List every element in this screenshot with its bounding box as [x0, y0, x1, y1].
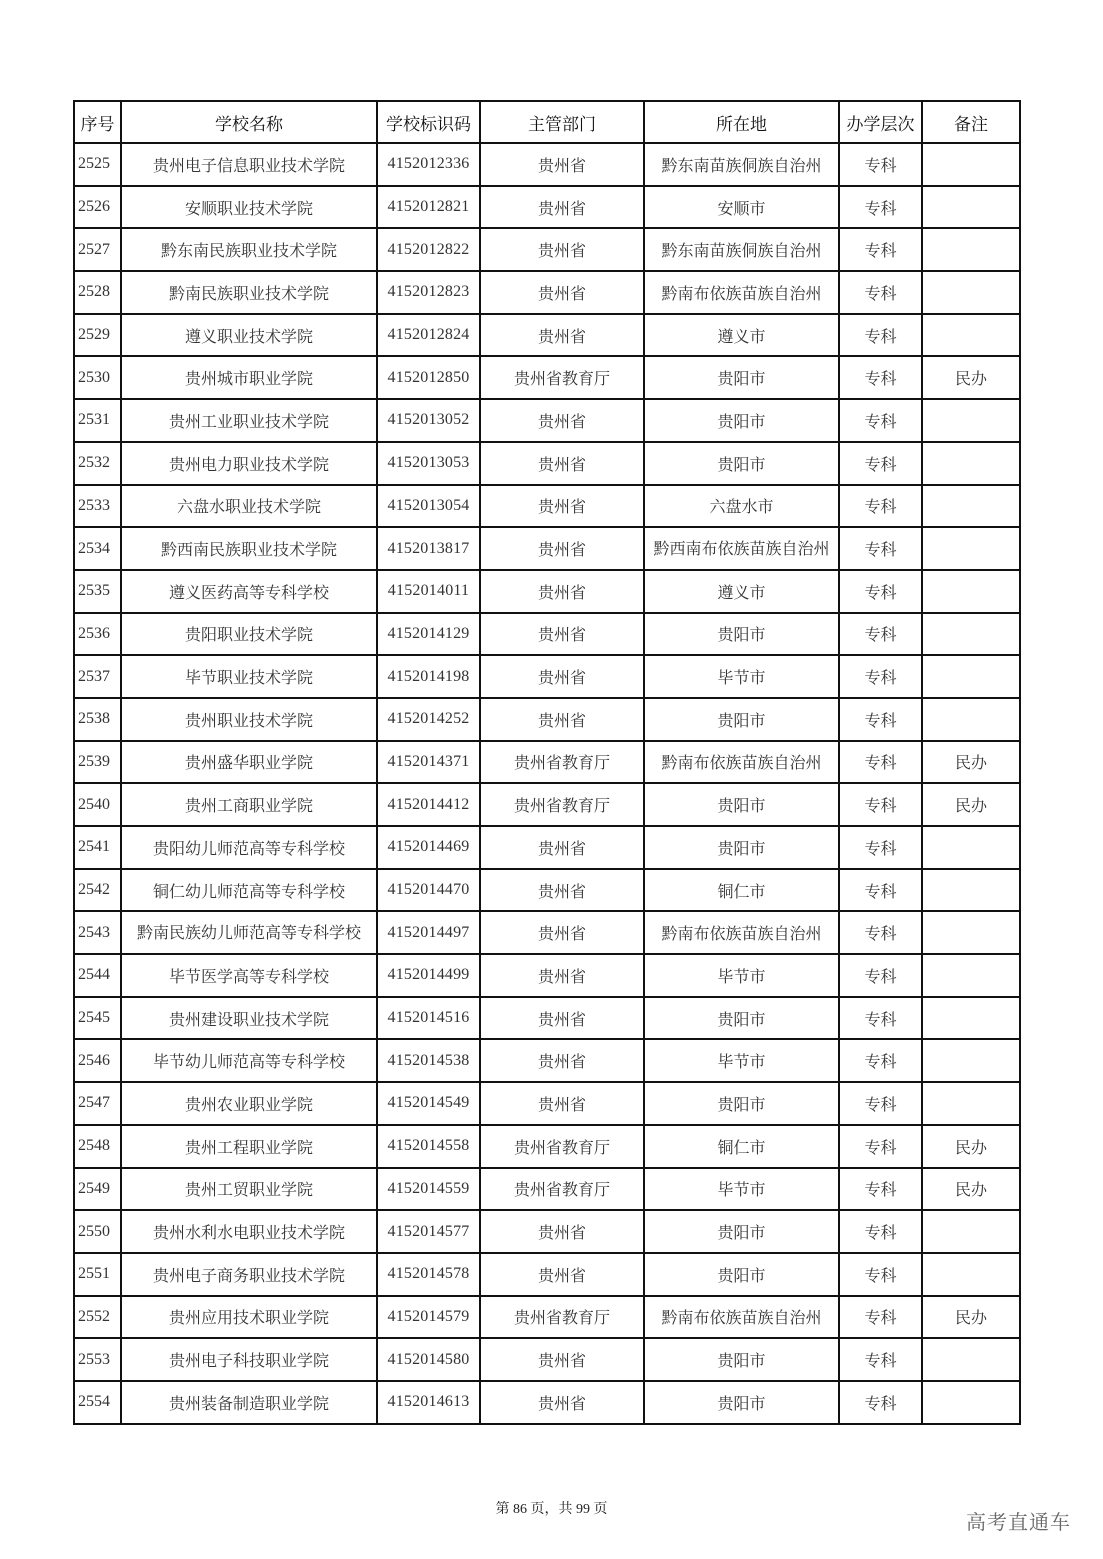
watermark-text: 高考直通车	[966, 1510, 1071, 1534]
cell-note	[922, 1338, 1020, 1381]
table-row	[74, 698, 1020, 741]
cell-index: 2551	[74, 1253, 121, 1296]
cell-location: 毕节市	[644, 1168, 839, 1211]
cell-location: 遵义市	[644, 314, 839, 357]
cell-index: 2548	[74, 1125, 121, 1168]
cell-index: 2554	[74, 1381, 121, 1424]
cell-location: 黔西南布依族苗族自治州	[644, 527, 839, 570]
cell-school-name: 黔东南民族职业技术学院	[121, 228, 377, 271]
cell-level: 专科	[839, 655, 922, 698]
cell-school-code: 4152012823	[377, 271, 480, 314]
cell-department: 贵州省	[480, 1381, 644, 1424]
cell-department: 贵州省	[480, 442, 644, 485]
cell-school-name: 安顺职业技术学院	[121, 186, 377, 229]
cell-school-code: 4152014499	[377, 954, 480, 997]
cell-location: 黔东南苗族侗族自治州	[644, 143, 839, 186]
table-row	[74, 527, 1020, 570]
cell-level: 专科	[839, 826, 922, 869]
cell-note: 民办	[922, 1125, 1020, 1168]
cell-location: 黔南布依族苗族自治州	[644, 741, 839, 784]
cell-index: 2549	[74, 1168, 121, 1211]
cell-note: 民办	[922, 783, 1020, 826]
table-row	[74, 954, 1020, 997]
header-department: 主管部门	[480, 101, 644, 143]
cell-location: 贵阳市	[644, 399, 839, 442]
cell-note: 民办	[922, 741, 1020, 784]
cell-school-code: 4152014580	[377, 1338, 480, 1381]
cell-location: 毕节市	[644, 1039, 839, 1082]
cell-school-code: 4152014252	[377, 698, 480, 741]
cell-index: 2542	[74, 869, 121, 912]
cell-index: 2525	[74, 143, 121, 186]
cell-department: 贵州省	[480, 613, 644, 656]
cell-location: 黔东南苗族侗族自治州	[644, 228, 839, 271]
table-row	[74, 186, 1020, 229]
cell-note	[922, 485, 1020, 528]
cell-school-code: 4152013053	[377, 442, 480, 485]
cell-index: 2539	[74, 741, 121, 784]
cell-school-name: 贵州职业技术学院	[121, 698, 377, 741]
cell-index: 2546	[74, 1039, 121, 1082]
cell-level: 专科	[839, 1082, 922, 1125]
cell-level: 专科	[839, 954, 922, 997]
cell-note	[922, 954, 1020, 997]
cell-school-code: 4152013054	[377, 485, 480, 528]
cell-school-code: 4152012850	[377, 356, 480, 399]
cell-index: 2528	[74, 271, 121, 314]
cell-note	[922, 1082, 1020, 1125]
table-row	[74, 442, 1020, 485]
cell-location: 安顺市	[644, 186, 839, 229]
cell-school-code: 4152014371	[377, 741, 480, 784]
cell-department: 贵州省	[480, 698, 644, 741]
table-row	[74, 228, 1020, 271]
cell-level: 专科	[839, 911, 922, 954]
cell-school-name: 毕节职业技术学院	[121, 655, 377, 698]
cell-level: 专科	[839, 186, 922, 229]
table-row	[74, 1039, 1020, 1082]
cell-school-code: 4152014578	[377, 1253, 480, 1296]
table-row	[74, 826, 1020, 869]
header-level: 办学层次	[839, 101, 922, 143]
cell-location: 黔南布依族苗族自治州	[644, 271, 839, 314]
header-location: 所在地	[644, 101, 839, 143]
cell-level: 专科	[839, 314, 922, 357]
cell-department: 贵州省	[480, 399, 644, 442]
cell-level: 专科	[839, 399, 922, 442]
cell-index: 2533	[74, 485, 121, 528]
cell-note	[922, 314, 1020, 357]
cell-department: 贵州省	[480, 826, 644, 869]
cell-department: 贵州省	[480, 228, 644, 271]
cell-school-name: 黔南民族职业技术学院	[121, 271, 377, 314]
cell-school-name: 铜仁幼儿师范高等专科学校	[121, 869, 377, 912]
cell-location: 贵阳市	[644, 997, 839, 1040]
cell-school-code: 4152013817	[377, 527, 480, 570]
cell-school-code: 4152012824	[377, 314, 480, 357]
cell-school-name: 毕节幼儿师范高等专科学校	[121, 1039, 377, 1082]
cell-index: 2552	[74, 1296, 121, 1339]
cell-department: 贵州省	[480, 1338, 644, 1381]
cell-school-code: 4152014538	[377, 1039, 480, 1082]
cell-school-code: 4152012336	[377, 143, 480, 186]
table-row	[74, 399, 1020, 442]
cell-index: 2538	[74, 698, 121, 741]
cell-note	[922, 1381, 1020, 1424]
cell-level: 专科	[839, 783, 922, 826]
table-row	[74, 1338, 1020, 1381]
cell-index: 2527	[74, 228, 121, 271]
cell-school-code: 4152012821	[377, 186, 480, 229]
table-row	[74, 314, 1020, 357]
cell-note	[922, 399, 1020, 442]
cell-location: 铜仁市	[644, 1125, 839, 1168]
cell-school-name: 黔西南民族职业技术学院	[121, 527, 377, 570]
header-school-code: 学校标识码	[377, 101, 480, 143]
cell-note	[922, 997, 1020, 1040]
cell-school-code: 4152013052	[377, 399, 480, 442]
cell-department: 贵州省	[480, 869, 644, 912]
cell-index: 2532	[74, 442, 121, 485]
cell-level: 专科	[839, 1210, 922, 1253]
cell-note	[922, 1253, 1020, 1296]
cell-department: 贵州省教育厅	[480, 1296, 644, 1339]
cell-note: 民办	[922, 356, 1020, 399]
table-body	[74, 143, 1020, 1424]
cell-note	[922, 698, 1020, 741]
cell-index: 2543	[74, 911, 121, 954]
cell-school-code: 4152014559	[377, 1168, 480, 1211]
cell-note	[922, 442, 1020, 485]
cell-department: 贵州省	[480, 1082, 644, 1125]
cell-location: 六盘水市	[644, 485, 839, 528]
cell-department: 贵州省教育厅	[480, 1125, 644, 1168]
table-row	[74, 997, 1020, 1040]
table-row	[74, 911, 1020, 954]
cell-school-name: 贵州工商职业学院	[121, 783, 377, 826]
table-row	[74, 1210, 1020, 1253]
table-row	[74, 356, 1020, 399]
cell-note	[922, 186, 1020, 229]
cell-school-name: 贵州电子商务职业技术学院	[121, 1253, 377, 1296]
cell-note	[922, 570, 1020, 613]
cell-school-name: 贵阳职业技术学院	[121, 613, 377, 656]
cell-index: 2531	[74, 399, 121, 442]
cell-level: 专科	[839, 143, 922, 186]
header-note: 备注	[922, 101, 1020, 143]
table-row	[74, 869, 1020, 912]
cell-note	[922, 527, 1020, 570]
cell-location: 贵阳市	[644, 783, 839, 826]
school-list-table	[73, 100, 1021, 1425]
table-row	[74, 1125, 1020, 1168]
cell-level: 专科	[839, 527, 922, 570]
cell-level: 专科	[839, 356, 922, 399]
table-row	[74, 1381, 1020, 1424]
cell-level: 专科	[839, 698, 922, 741]
cell-location: 贵阳市	[644, 698, 839, 741]
cell-index: 2553	[74, 1338, 121, 1381]
cell-location: 贵阳市	[644, 442, 839, 485]
cell-department: 贵州省	[480, 527, 644, 570]
cell-department: 贵州省	[480, 655, 644, 698]
cell-school-code: 4152014549	[377, 1082, 480, 1125]
cell-location: 毕节市	[644, 954, 839, 997]
cell-note	[922, 1210, 1020, 1253]
table-row	[74, 783, 1020, 826]
cell-school-name: 贵州应用技术职业学院	[121, 1296, 377, 1339]
cell-index: 2526	[74, 186, 121, 229]
cell-index: 2530	[74, 356, 121, 399]
cell-index: 2545	[74, 997, 121, 1040]
cell-location: 遵义市	[644, 570, 839, 613]
cell-department: 贵州省	[480, 1039, 644, 1082]
table-header-row	[74, 101, 1020, 143]
cell-school-name: 毕节医学高等专科学校	[121, 954, 377, 997]
cell-level: 专科	[839, 1296, 922, 1339]
cell-school-name: 黔南民族幼儿师范高等专科学校	[121, 911, 377, 954]
cell-level: 专科	[839, 1039, 922, 1082]
cell-school-name: 遵义医药高等专科学校	[121, 570, 377, 613]
cell-location: 黔南布依族苗族自治州	[644, 911, 839, 954]
cell-school-code: 4152014129	[377, 613, 480, 656]
cell-school-name: 六盘水职业技术学院	[121, 485, 377, 528]
cell-index: 2547	[74, 1082, 121, 1125]
cell-location: 黔南布依族苗族自治州	[644, 1296, 839, 1339]
cell-location: 贵阳市	[644, 826, 839, 869]
cell-school-code: 4152014516	[377, 997, 480, 1040]
cell-school-code: 4152014470	[377, 869, 480, 912]
cell-location: 贵阳市	[644, 1210, 839, 1253]
cell-school-code: 4152014577	[377, 1210, 480, 1253]
cell-school-name: 贵州水利水电职业技术学院	[121, 1210, 377, 1253]
cell-location: 贵阳市	[644, 1253, 839, 1296]
cell-school-name: 贵州盛华职业学院	[121, 741, 377, 784]
cell-department: 贵州省	[480, 997, 644, 1040]
cell-index: 2534	[74, 527, 121, 570]
cell-note	[922, 613, 1020, 656]
table-row	[74, 570, 1020, 613]
cell-index: 2550	[74, 1210, 121, 1253]
page-number: 第 86 页，共 99 页	[495, 1502, 608, 1517]
cell-school-name: 贵阳幼儿师范高等专科学校	[121, 826, 377, 869]
cell-school-name: 贵州装备制造职业学院	[121, 1381, 377, 1424]
cell-level: 专科	[839, 228, 922, 271]
cell-school-name: 贵州工贸职业学院	[121, 1168, 377, 1211]
cell-note	[922, 271, 1020, 314]
cell-department: 贵州省	[480, 186, 644, 229]
cell-index: 2537	[74, 655, 121, 698]
cell-index: 2544	[74, 954, 121, 997]
cell-index: 2536	[74, 613, 121, 656]
cell-school-name: 贵州电子信息职业技术学院	[121, 143, 377, 186]
cell-school-name: 贵州工业职业技术学院	[121, 399, 377, 442]
cell-school-code: 4152014497	[377, 911, 480, 954]
cell-school-code: 4152012822	[377, 228, 480, 271]
cell-location: 贵阳市	[644, 1381, 839, 1424]
cell-note: 民办	[922, 1296, 1020, 1339]
cell-location: 贵阳市	[644, 1338, 839, 1381]
cell-school-name: 贵州城市职业学院	[121, 356, 377, 399]
cell-location: 铜仁市	[644, 869, 839, 912]
cell-school-name: 贵州电力职业技术学院	[121, 442, 377, 485]
table-row	[74, 1253, 1020, 1296]
cell-school-code: 4152014011	[377, 570, 480, 613]
cell-note	[922, 143, 1020, 186]
cell-school-code: 4152014412	[377, 783, 480, 826]
cell-index: 2529	[74, 314, 121, 357]
cell-department: 贵州省	[480, 1210, 644, 1253]
cell-note	[922, 1039, 1020, 1082]
header-school-name: 学校名称	[121, 101, 377, 143]
header-index: 序号	[74, 101, 121, 143]
cell-department: 贵州省	[480, 570, 644, 613]
cell-index: 2541	[74, 826, 121, 869]
cell-level: 专科	[839, 1338, 922, 1381]
cell-note	[922, 826, 1020, 869]
cell-level: 专科	[839, 1168, 922, 1211]
cell-location: 贵阳市	[644, 356, 839, 399]
cell-level: 专科	[839, 1253, 922, 1296]
cell-department: 贵州省教育厅	[480, 1168, 644, 1211]
cell-level: 专科	[839, 442, 922, 485]
cell-school-name: 贵州工程职业学院	[121, 1125, 377, 1168]
cell-level: 专科	[839, 1381, 922, 1424]
cell-department: 贵州省	[480, 954, 644, 997]
cell-note	[922, 228, 1020, 271]
cell-school-code: 4152014198	[377, 655, 480, 698]
table-row	[74, 485, 1020, 528]
cell-school-name: 贵州农业职业学院	[121, 1082, 377, 1125]
cell-level: 专科	[839, 741, 922, 784]
cell-level: 专科	[839, 485, 922, 528]
cell-school-name: 贵州电子科技职业学院	[121, 1338, 377, 1381]
cell-index: 2540	[74, 783, 121, 826]
cell-level: 专科	[839, 997, 922, 1040]
cell-department: 贵州省教育厅	[480, 356, 644, 399]
cell-level: 专科	[839, 613, 922, 656]
cell-level: 专科	[839, 271, 922, 314]
cell-level: 专科	[839, 869, 922, 912]
cell-department: 贵州省	[480, 314, 644, 357]
table-row	[74, 271, 1020, 314]
cell-department: 贵州省教育厅	[480, 783, 644, 826]
cell-school-code: 4152014579	[377, 1296, 480, 1339]
cell-department: 贵州省	[480, 485, 644, 528]
table-row	[74, 1082, 1020, 1125]
cell-level: 专科	[839, 570, 922, 613]
cell-location: 毕节市	[644, 655, 839, 698]
cell-location: 贵阳市	[644, 1082, 839, 1125]
table-row	[74, 1168, 1020, 1211]
table-row	[74, 655, 1020, 698]
cell-school-name: 贵州建设职业技术学院	[121, 997, 377, 1040]
cell-department: 贵州省	[480, 271, 644, 314]
cell-department: 贵州省	[480, 143, 644, 186]
cell-school-name: 遵义职业技术学院	[121, 314, 377, 357]
cell-note	[922, 655, 1020, 698]
cell-school-code: 4152014613	[377, 1381, 480, 1424]
table-row	[74, 1296, 1020, 1339]
cell-index: 2535	[74, 570, 121, 613]
cell-department: 贵州省教育厅	[480, 741, 644, 784]
cell-note	[922, 869, 1020, 912]
cell-note	[922, 911, 1020, 954]
cell-location: 贵阳市	[644, 613, 839, 656]
cell-department: 贵州省	[480, 911, 644, 954]
cell-level: 专科	[839, 1125, 922, 1168]
cell-school-code: 4152014469	[377, 826, 480, 869]
cell-department: 贵州省	[480, 1253, 644, 1296]
table-row	[74, 613, 1020, 656]
cell-note: 民办	[922, 1168, 1020, 1211]
table-row	[74, 143, 1020, 186]
table-row	[74, 741, 1020, 784]
cell-school-code: 4152014558	[377, 1125, 480, 1168]
